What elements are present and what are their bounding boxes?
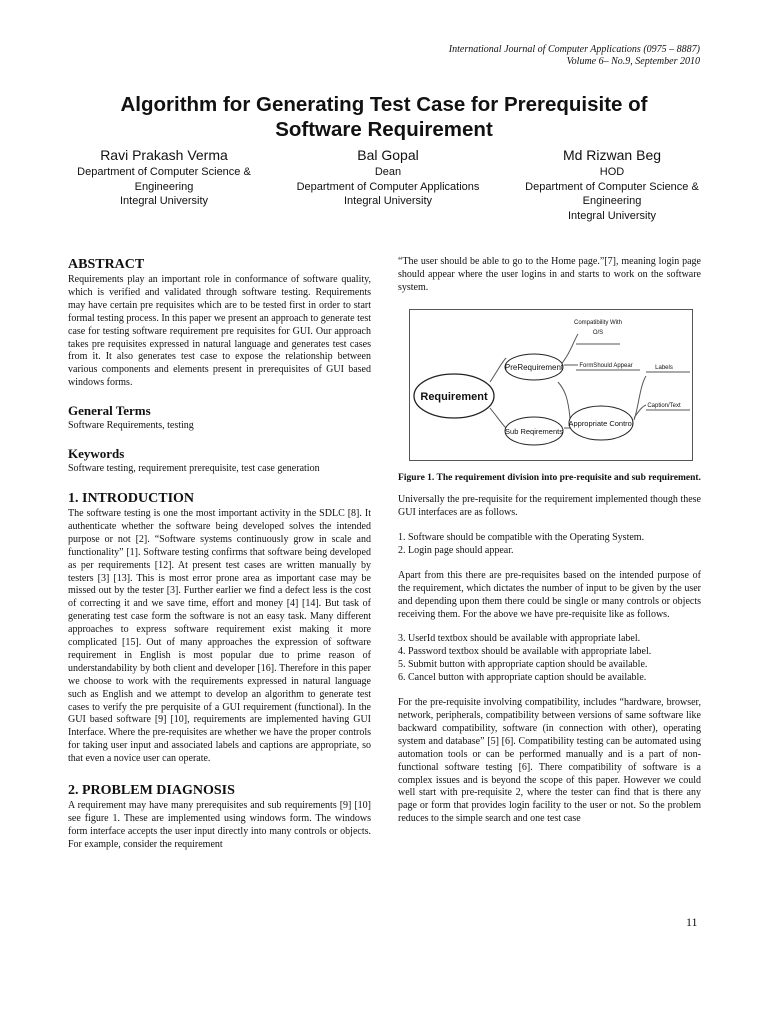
list-item: 3. UserId textbox should be available with appropriate label. xyxy=(398,633,641,645)
paper-title-line1: Algorithm for Generating Test Case for Prerequisite of xyxy=(120,93,648,116)
requirement-label: Requirement xyxy=(420,390,488,403)
compatibility-label: Compatibility With xyxy=(573,319,623,326)
author-affiliation: Integral University xyxy=(343,195,433,207)
edge-pre-control xyxy=(558,382,570,418)
appropriate-control-label: Appropriate Control xyxy=(568,418,634,428)
author-affiliation: Integral University xyxy=(567,209,657,222)
author-block xyxy=(58,146,718,223)
requirement-tree-diagram xyxy=(410,310,692,460)
keywords-text: Software testing, requirement prerequisite, test case generation xyxy=(68,463,320,475)
journal-header xyxy=(449,44,700,68)
author-affiliation: Dean xyxy=(374,166,402,178)
quote-paragraph: “The user should be able to go to the Home page.”[7], meaning login page should appear where the user logins in and starts to work on the software system. xyxy=(398,256,701,293)
edge-control-caption xyxy=(634,405,646,418)
prerequisite-list-1 xyxy=(398,532,701,558)
general-terms-text: Software Requirements, testing xyxy=(68,420,194,432)
author-affiliation: Engineering xyxy=(582,195,642,207)
abstract-heading: ABSTRACT xyxy=(68,257,145,272)
author-affiliation: Department of Computer Science & xyxy=(77,166,251,178)
page-number: 11 xyxy=(686,915,698,929)
list-item: 4. Password textbox should be available with appropriate label. xyxy=(398,646,652,658)
figure-1-diagram xyxy=(409,309,693,461)
introduction-heading: 1. INTRODUCTION xyxy=(68,490,195,506)
subrequirement-label: Sub Reqirements xyxy=(505,426,563,436)
edge-req-pre xyxy=(490,358,506,382)
author-affiliation: Department of Computer Applications xyxy=(296,180,480,193)
paper-title-line2: Software Requirement xyxy=(275,118,493,141)
author-affiliation: Department of Computer Science & xyxy=(525,180,699,193)
problem-diagnosis-heading: 2. PROBLEM DIAGNOSIS xyxy=(68,783,235,799)
author-1 xyxy=(58,146,270,223)
compatibility-paragraph: For the pre-requisite involving compatibility, includes “hardware, browser, network, peripherals, compatibility between versions of same software like backward compatibility, software (in connection with other), operating system and database” [5] [6]. Compatibility testing can be automated using automation tools or can be performed manually and is a part of non-functional software testing [6]. There compatibility of software is a complex issues and is beyond the scope of this paper. However we could well start with pre-requisite 2, where the tester can find that is there any page or form that provides login facility to the user or not. So the problem reduces to the simple search and one test case xyxy=(398,697,701,825)
intended-purpose-paragraph: Apart from this there are pre-requisites based on the intended purpose of the requirement, which dictates the number of input to be given by the user and depending upon them there could be single or many controls or objects receiving them. For the above we have pre-requisite like as follows. xyxy=(398,569,701,620)
author-2 xyxy=(281,146,495,223)
journal-name: International Journal of Computer Applications (0975 – 8887) xyxy=(448,44,700,55)
author-name: Bal Gopal xyxy=(357,147,419,163)
edge-control-labels xyxy=(634,376,646,420)
list-item: 1. Software should be compatible with the Operating System. xyxy=(398,532,645,544)
figure-1-caption: Figure 1. The requirement division into pre-requisite and sub requirement. xyxy=(398,472,701,483)
abstract-text: Requirements play an important role in conformance of software quality, which is verified and validated through software testing. Requirements may have certain pre requisites which are to be tested first in order to start formal testing process. In this paper we present an approach to generate test case for testing software requirement pre requisites for GUI. Our approach takes pre requisites expressed in natural language and generates test cases from it. It also generates test case to expose the relationship between various components and elements present in prerequisites of GUI based windows forms. xyxy=(68,274,371,389)
caption-text-label: Caption/Text xyxy=(647,402,681,409)
author-affiliation: HOD xyxy=(599,166,625,178)
labels-label: Labels xyxy=(655,364,673,371)
edge-req-sub xyxy=(490,408,506,428)
keywords-heading: Keywords xyxy=(68,446,125,462)
prerequisite-list-2 xyxy=(398,633,701,685)
author-affiliation: Integral University xyxy=(119,195,209,207)
prerequirement-label: PreRequirement xyxy=(504,362,564,372)
right-column xyxy=(398,256,701,826)
introduction-text: The software testing is one the most important activity in the SDLC [8]. It authenticate whether the software being developed solves the intended purpose or not [2]. “Software systems continuously grow in scale and functionality” [1]. Software testing confirms that software being developed as per requirements [12]. At present test cases are written manually by testers [3] [13]. This is most error prone area as important case may be missed out by the tester [3]. Further earlier we find a defect less is the cost of correcting it and we save time, effort and money [4] [14]. But task of generating test case form the software is not an easy task. Many different approaches to express software requirement exist making it more complicated [15]. Out of many approaches the expression of software requirement in English is most popular due to prime reason of understandability by both client and developer [16]. Therefore in this paper we choose to work with the requirements expressed in natural language such as English and we attempt to develop an algorithm to generate test cases to verify the pre perquisite of a GUI requirement (functional). In the GUI based software [9] [10], requirements are implemented having GUI Interface. Where the pre-requisites are whether we have the proper controls for taking user input and associated labels and captions are appropriate, so that even a novice user can operate. xyxy=(68,507,371,765)
os-label: O/S xyxy=(592,329,604,336)
journal-volume: Volume 6– No.9, September 2010 xyxy=(566,56,700,67)
author-3 xyxy=(506,146,718,223)
list-item: 5. Submit button with appropriate caption should be available. xyxy=(398,659,648,671)
form-should-appear-label: FormShould Appear xyxy=(579,362,633,369)
problem-diagnosis-text: A requirement may have many prerequisites and sub requirements [9] [10] see figure 1. These are implemented using windows form. The windows form interface accepts the user input directly into many controls or objects. For example, consider the requirement xyxy=(68,800,371,850)
general-terms-heading: General Terms xyxy=(68,403,151,419)
left-column xyxy=(68,256,371,852)
author-name: Ravi Prakash Verma xyxy=(100,147,228,163)
paper-title xyxy=(40,92,728,142)
author-name: Md Rizwan Beg xyxy=(562,147,662,163)
prerequisite-intro-paragraph: Universally the pre-requisite for the requirement implemented though these GUI interfaces are as follows. xyxy=(398,494,701,519)
list-item: 6. Cancel button with appropriate caption should be available. xyxy=(398,672,647,684)
author-affiliation: Engineering xyxy=(134,180,194,193)
list-item: 2. Login page should appear. xyxy=(398,544,514,556)
